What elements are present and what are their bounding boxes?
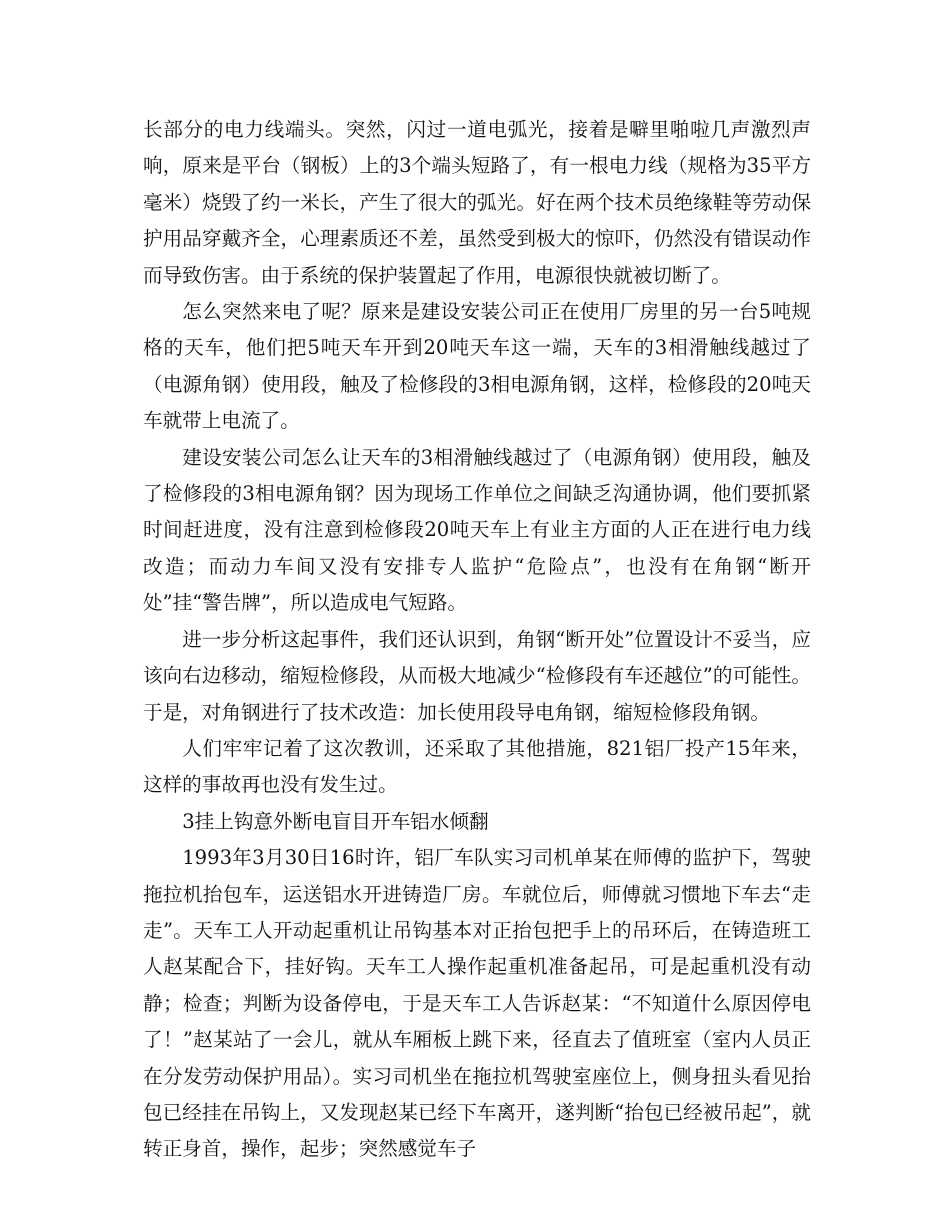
document-body xyxy=(143,112,811,1168)
section-heading: 3挂上钩意外断电盲目开车铝水倾翻 xyxy=(182,809,489,833)
paragraph: 怎么突然来电了呢？原来是建设安装公司正在使用厂房里的另一台5吨规格的天车，他们把5吨天车开到20吨天车这一端，天车的3相滑触线越过了（电源角钢）使用段，触及了检修段的3相电源角钢，这样，检修段的20吨天车就带上电流了。 xyxy=(143,300,811,433)
paragraph-continued: 长部分的电力线端头。突然，闪过一道电弧光，接着是噼里啪啦几声激烈声响，原来是平台（钢板）上的3个端头短路了，有一根电力线（规格为35平方毫米）烧毁了约一米长，产生了很大的弧光。好在两个技术员绝缘鞋等劳动保护用品穿戴齐全，心理素质还不差，虽然受到极大的惊吓，仍然没有错误动作而导致伤害。由于系统的保护装置起了作用，电源很快就被切断了。 xyxy=(143,118,811,287)
paragraph: 建设安装公司怎么让天车的3相滑触线越过了（电源角钢）使用段，触及了检修段的3相电源角钢？因为现场工作单位之间缺乏沟通协调，他们要抓紧时间赶进度，没有注意到检修段20吨天车上有业主方面的人正在进行电力线改造；而动力车间又没有安排专人监护“危险点”，也没有在角钢“断开处”挂“警告牌”，所以造成电气短路。 xyxy=(143,445,811,615)
paragraph: 人们牢牢记着了这次教训，还采取了其他措施，821铝厂投产15年来，这样的事故再也没有发生过。 xyxy=(143,736,811,797)
paragraph: 1993年3月30日16时许，铝厂车队实习司机单某在师傅的监护下，驾驶拖拉机抬包车，运送铝水开进铸造厂房。车就位后，师傅就习惯地下车去“走走”。天车工人开动起重机让吊钩基本对正抬包把手上的吊环后，在铸造班工人赵某配合下，挂好钩。天车工人操作起重机准备起吊，可是起重机没有动静；检查；判断为设备停电，于是天车工人告诉赵某：“不知道什么原因停电了！”赵某站了一会儿，就从车厢板上跳下来，径直去了值班室（室内人员正在分发劳动保护用品）。实习司机坐在拖拉机驾驶室座位上，侧身扭头看见抬包已经挂在吊钩上，又发现赵某已经下车离开，遂判断“抬包已经被吊起”，就转正身首，操作，起步；突然感觉车子 xyxy=(143,846,811,1161)
paragraph: 进一步分析这起事件，我们还认识到，角钢“断开处”位置设计不妥当，应该向右边移动，缩短检修段，从而极大地减少“检修段有车还越位”的可能性。于是，对角钢进行了技术改造：加长使用段导电角钢，缩短检修段角钢。 xyxy=(143,627,811,724)
